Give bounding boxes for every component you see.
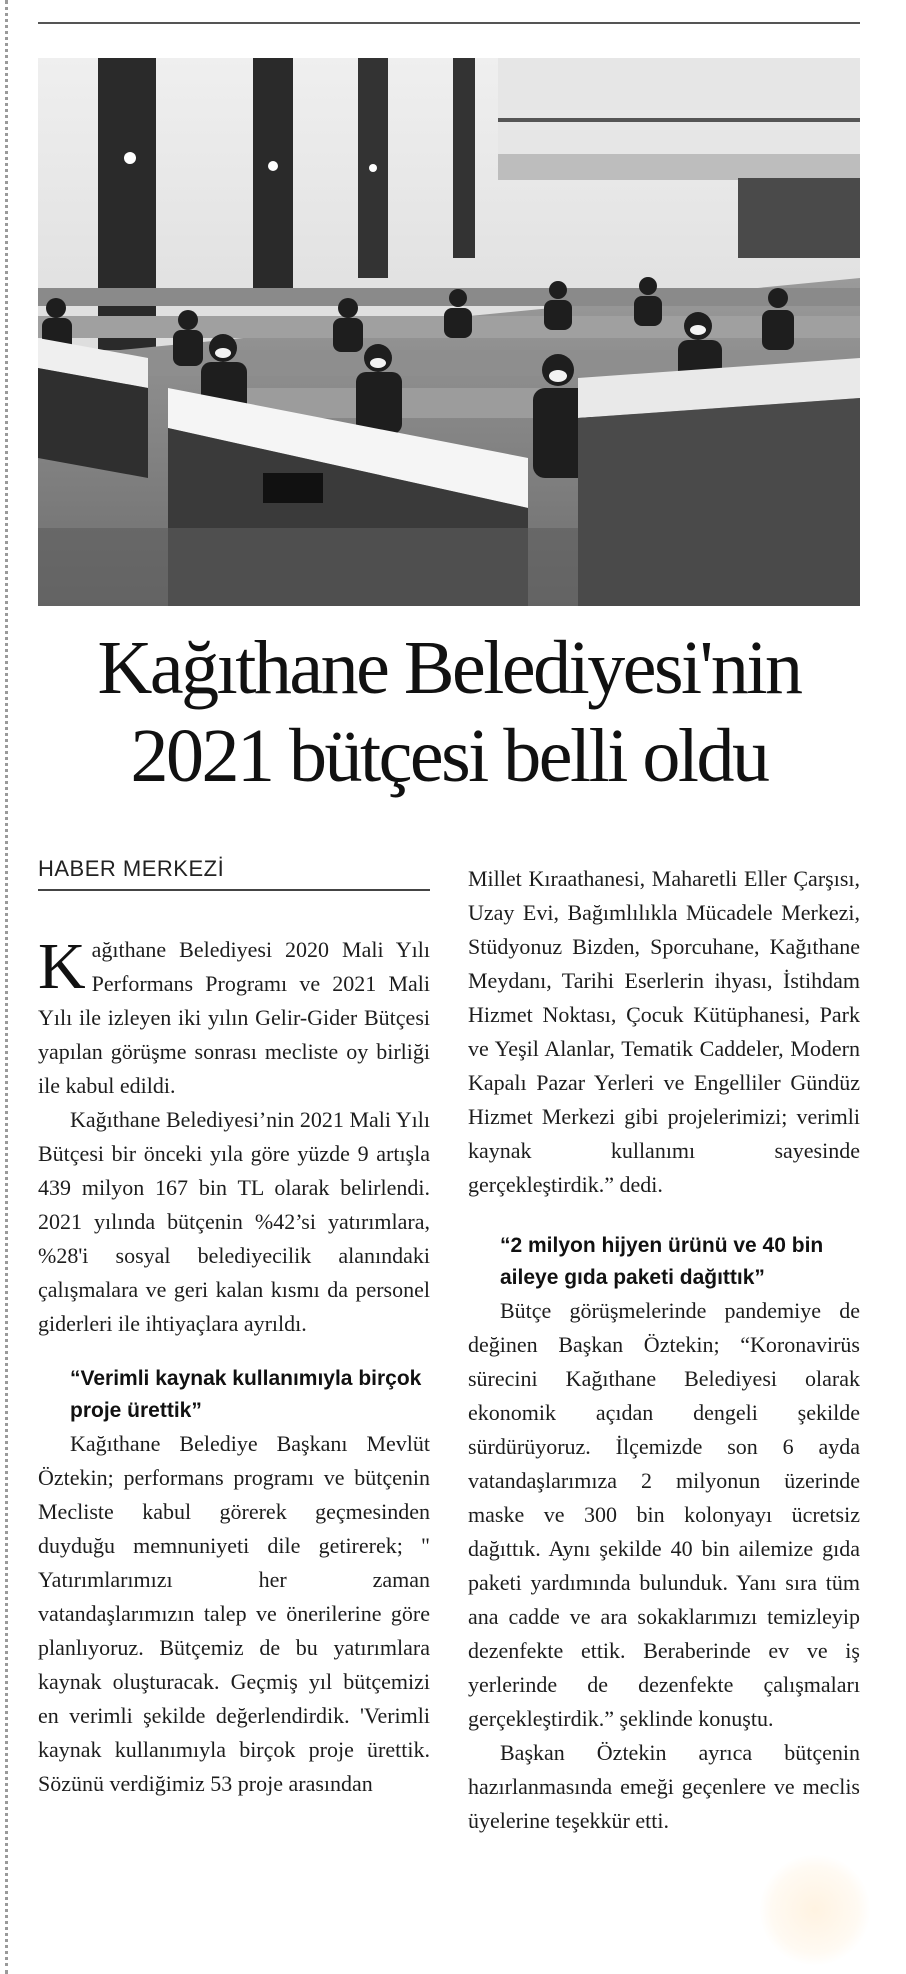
article-column-right <box>468 862 860 1838</box>
headline <box>38 624 860 800</box>
pandemic-paragraph: Bütçe görüşmelerinde pandemiye de değinen Başkan Öztekin; “Koronavirüs sürecini Kağıthane Belediyesi olarak ekonomik açıdan dengeli şekilde sürdürüyoruz. İlçemizde son 6 ayda vatandaşlarımıza 2 milyonun üzerinde maske ve 300 bin kolonyayı ücretsiz dağıttık. Aynı şekilde 40 bin ailemize gıda paketi yardımında bulunduk. Yanı sıra tüm ana cadde ve ara sokaklarımızı temizleyip dezenfekte ettik. Beraberinde ev ve iş yerlerinde de dezenfekte çalışmaları gerçekleştirdik.” şeklinde konuştu. <box>468 1298 860 1731</box>
page-dotted-border <box>5 0 8 1974</box>
headline-line-1: Kağıthane Belediyesi'nin <box>97 626 801 710</box>
subheading-hygiene-products: “2 milyon hijyen ürünü ve 40 bin aileye gıda paketi dağıttık” <box>500 1234 824 1289</box>
article-column-left <box>38 855 430 1801</box>
watermark-logo <box>760 1855 870 1965</box>
byline: HABER MERKEZİ <box>38 855 430 891</box>
subheading-efficient-resources: “Verimli kaynak kullanımıyla birçok proje ürettik” <box>70 1367 422 1422</box>
drop-cap: K <box>38 930 86 1003</box>
council-meeting-photo <box>38 58 860 606</box>
lead-paragraph-text: ağıthane Belediyesi 2020 Mali Yılı Performans Programı ve 2021 Mali Yılı ile izleyen iki yılın Gelir-Gider Bütçesi yapılan görüşme sonrası mecliste oy birliği ile kabul edildi. <box>38 937 430 1098</box>
thanks-paragraph: Başkan Öztekin ayrıca bütçenin hazırlanmasında emeği geçenlere ve meclis üyelerine teşekkür etti. <box>468 1740 860 1833</box>
lead-paragraph <box>38 930 430 1103</box>
projects-paragraph: Millet Kıraathanesi, Maharetli Eller Çarşısı, Uzay Evi, Bağımlılıkla Mücadele Merkezi, Stüdyonuz Bizden, Sporcuhane, Kağıthane Meydanı, Tarihi Eserlerin ihyası, İstihdam Hizmet Noktası, Çocuk Kütüphanesi, Park ve Yeşil Alanlar, Tematik Caddeler, Modern Kapalı Pazar Yerleri ve Engelliler Gündüz Hizmet Merkezi gibi projelerimizi; verimli kaynak kullanımı sayesinde gerçekleştirdik.” dedi. <box>468 866 860 1197</box>
headline-line-2: 2021 bütçesi belli oldu <box>130 714 768 798</box>
top-rule <box>38 22 860 24</box>
budget-paragraph: Kağıthane Belediyesi’nin 2021 Mali Yılı Bütçesi bir önceki yıla göre yüzde 9 artışla 439 milyon 167 bin TL olarak belirlendi. 2021 yılında bütçenin %42’si yatırımlara, %28'i sosyal belediyecilik alanındaki çalışmalara ve geri kalan kısmı da personel giderleri ile ihtiyaçlara ayrıldı. <box>38 1107 430 1336</box>
mayor-quote-paragraph: Kağıthane Belediye Başkanı Mevlüt Öztekin; performans programı ve bütçenin Mecliste kabul görerek geçmesinden duyduğu memnuniyeti dile getirerek; " Yatırımlarımızı her zaman vatandaşlarımızın talep ve önerilerine göre planlıyoruz. Bütçemiz de bu yatırımlara kaynak oluşturacak. Geçmiş yıl bütçemizi en verimli şekilde değerlendirdik. 'Verimli kaynak kullanımıyla birçok proje ürettik. Sözünü verdiğimiz 53 proje arasından <box>38 1431 430 1796</box>
